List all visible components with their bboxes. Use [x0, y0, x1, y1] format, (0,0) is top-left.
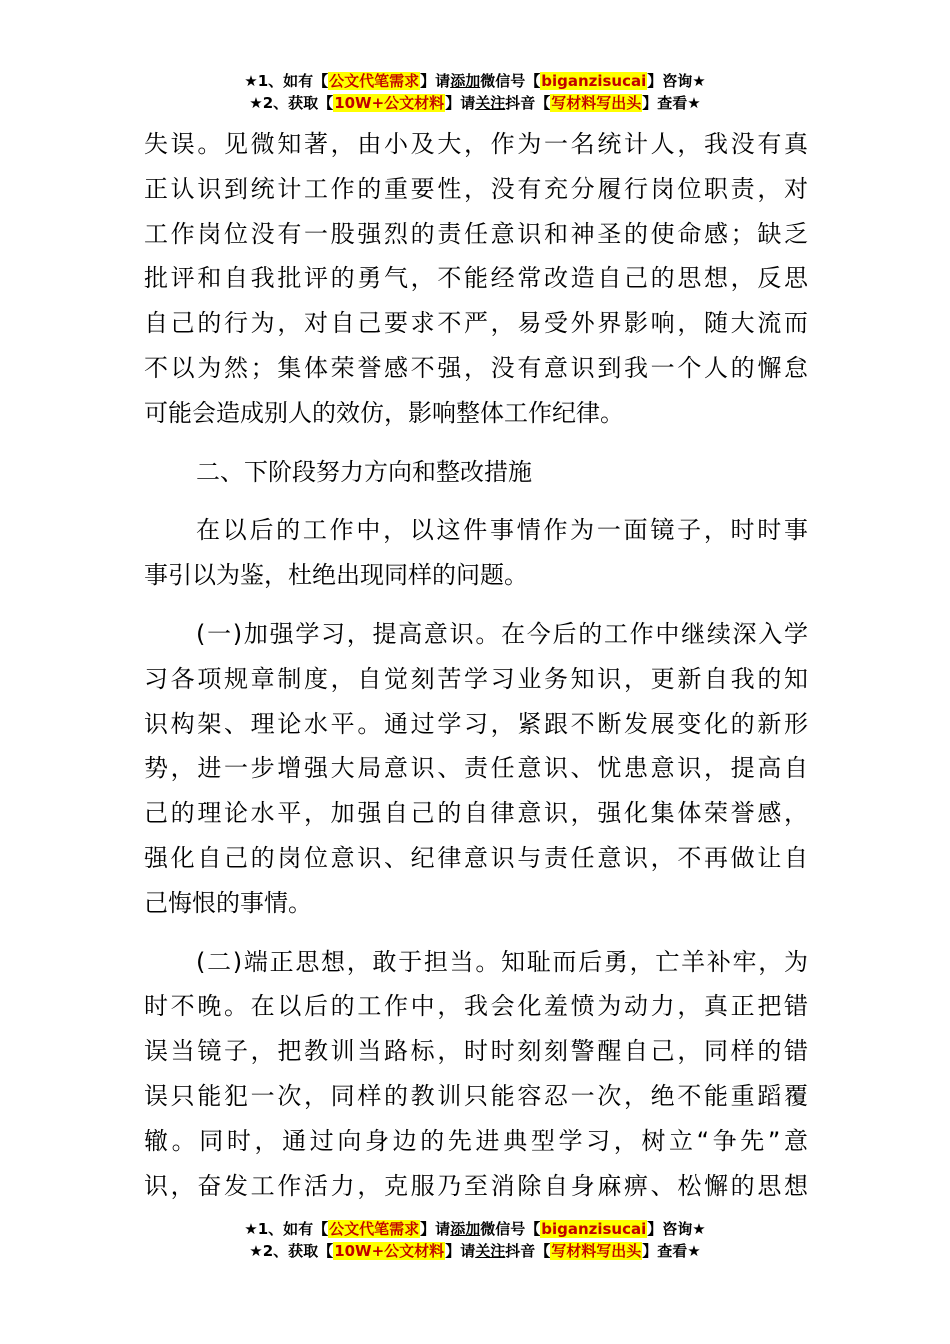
text-line: 己悔恨的事情。 — [144, 888, 312, 917]
banner-underline-text: 关注 — [475, 1242, 506, 1260]
banner-text: 】咨询★ — [647, 72, 706, 90]
banner-highlight-douyin: 写材料写出头 — [551, 1242, 642, 1260]
paragraph-2 — [144, 508, 808, 598]
section-heading: 二、下阶段努力方向和整改措施 — [196, 457, 532, 486]
bottom-banner — [0, 1218, 950, 1262]
banner-highlight-wechat-id: biganzisucai — [541, 72, 647, 90]
banner-text: 抖音【 — [505, 94, 551, 112]
text-line: 强化自己的岗位意识、纪律意识与责任意识，不再做让自 — [144, 843, 808, 872]
paragraph-gap — [144, 926, 808, 940]
text-line: 工作岗位没有一股强烈的责任意识和神圣的使命感；缺乏 — [144, 219, 808, 248]
text-line: 时不晚。在以后的工作中，我会化羞愤为动力，真正把错 — [144, 992, 808, 1021]
text-line: 失误。见微知著，由小及大，作为一名统计人，我没有真 — [144, 130, 808, 158]
text-line: 误当镜子，把教训当路标，时时刻刻警醒自己，同样的错 — [144, 1037, 808, 1066]
banner-highlight-wechat-id: biganzisucai — [541, 1220, 647, 1238]
text-line: (二)端正思想，敢于担当。知耻而后勇，亡羊补牢，为 — [196, 947, 808, 976]
banner-highlight-materials: 10W+公文材料 — [334, 94, 445, 112]
banner-line-1 — [0, 70, 950, 92]
paragraph-3 — [144, 612, 808, 926]
text-line: 可能会造成别人的效仿，影响整体工作纪律。 — [144, 398, 624, 427]
banner-text: 】咨询★ — [647, 1220, 706, 1238]
paragraph-1 — [144, 122, 808, 436]
banner-line-2 — [0, 92, 950, 114]
banner-line-1 — [0, 1218, 950, 1240]
paragraph-4 — [144, 940, 808, 1209]
banner-text: ★1、如有【 — [244, 72, 329, 90]
banner-text: ★2、获取【 — [249, 1242, 334, 1260]
banner-text: 】请 — [445, 94, 476, 112]
banner-highlight-materials: 10W+公文材料 — [334, 1242, 445, 1260]
banner-text: ★1、如有【 — [244, 1220, 329, 1238]
text-line: 己的理论水平，加强自己的自律意识，强化集体荣誉感， — [144, 799, 808, 828]
banner-highlight-service: 公文代笔需求 — [329, 1220, 420, 1238]
banner-line-2 — [0, 1240, 950, 1262]
text-line: 批评和自我批评的勇气，不能经常改造自己的思想，反思 — [144, 264, 808, 293]
banner-underline-text: 关注 — [475, 94, 506, 112]
banner-text: 】请 — [445, 1242, 476, 1260]
text-line: 不以为然；集体荣誉感不强，没有意识到我一个人的懈怠 — [144, 353, 808, 382]
text-line: 误只能犯一次，同样的教训只能容忍一次，绝不能重蹈覆 — [144, 1081, 808, 1110]
banner-highlight-service: 公文代笔需求 — [329, 72, 420, 90]
text-line: 识构架、理论水平。通过学习，紧跟不断发展变化的新形 — [144, 709, 808, 738]
text-line: (一)加强学习，提高意识。在今后的工作中继续深入学 — [196, 619, 808, 648]
banner-underline-text: 添加 — [450, 72, 481, 90]
banner-text: 抖音【 — [505, 1242, 551, 1260]
paragraph-gap — [144, 598, 808, 612]
banner-text: 】请 — [420, 1220, 451, 1238]
banner-text: 】查看★ — [642, 1242, 701, 1260]
text-line: 辙。同时，通过向身边的先进典型学习，树立“争先”意 — [144, 1126, 808, 1155]
banner-text: 微信号【 — [480, 72, 541, 90]
paragraph-gap — [144, 494, 808, 508]
document-body — [144, 122, 808, 1208]
banner-underline-text: 添加 — [450, 1220, 481, 1238]
text-line: 识，奋发工作活力，克服乃至消除自身麻痹、松懈的思想 — [144, 1171, 808, 1200]
banner-text: 】请 — [420, 72, 451, 90]
paragraph-gap — [144, 436, 808, 450]
text-line: 在以后的工作中，以这件事情作为一面镜子，时时事 — [196, 516, 808, 545]
top-banner — [0, 70, 950, 114]
banner-text: ★2、获取【 — [249, 94, 334, 112]
text-line: 习各项规章制度，自觉刻苦学习业务知识，更新自我的知 — [144, 664, 808, 693]
banner-text: 微信号【 — [480, 1220, 541, 1238]
text-line: 正认识到统计工作的重要性，没有充分履行岗位职责，对 — [144, 174, 808, 203]
text-line: 事引以为鉴，杜绝出现同样的问题。 — [144, 561, 528, 590]
text-line: 势，进一步增强大局意识、责任意识、忧患意识，提高自 — [144, 754, 808, 783]
text-line: 自己的行为，对自己要求不严，易受外界影响，随大流而 — [144, 309, 808, 338]
banner-text: 】查看★ — [642, 94, 701, 112]
banner-highlight-douyin: 写材料写出头 — [551, 94, 642, 112]
